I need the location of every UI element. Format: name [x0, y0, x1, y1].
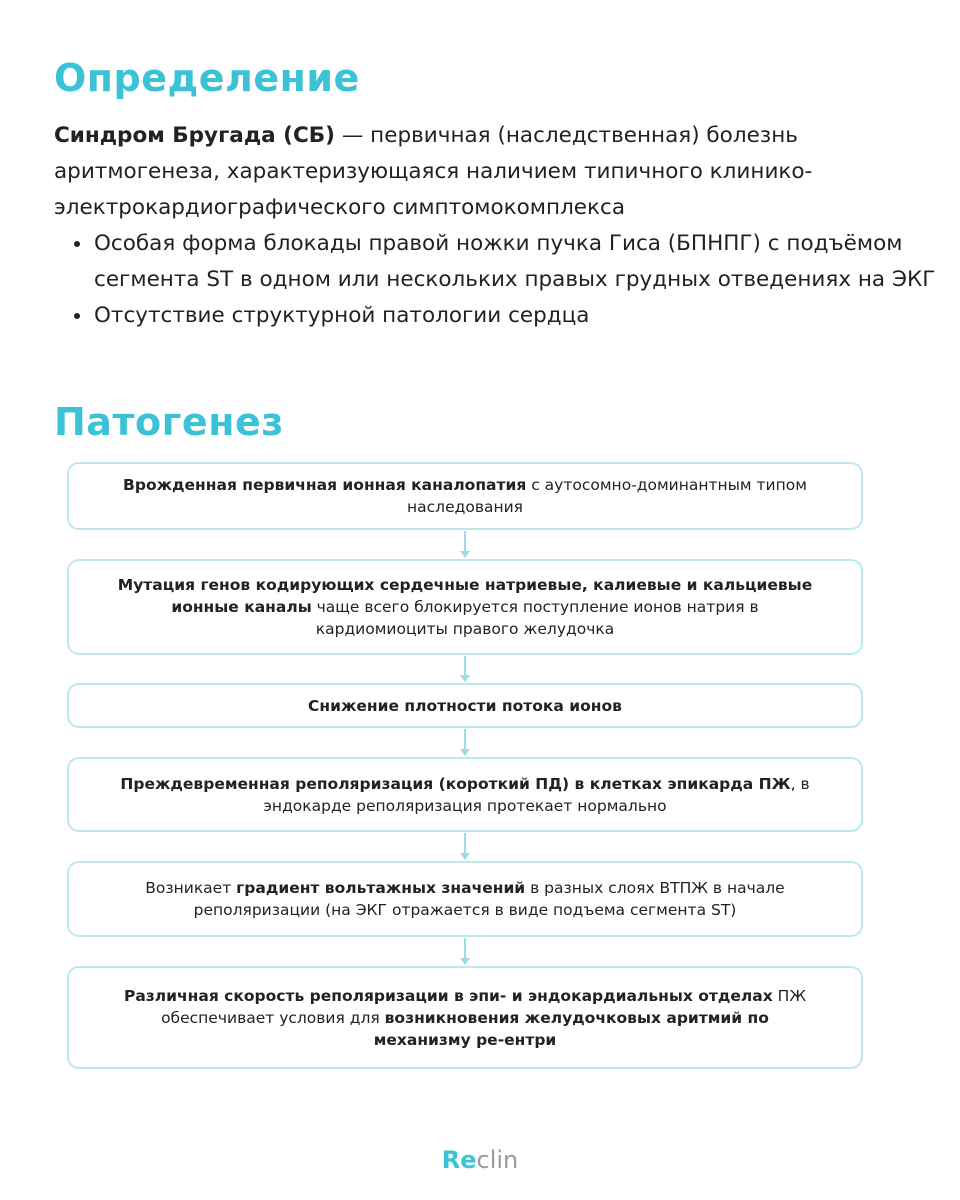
step-bold-text: Врожденная первичная ионная каналопатия	[123, 476, 527, 494]
step-text: с аутосомно-доминантным типом наследования	[407, 476, 807, 516]
definition-heading: Определение	[54, 56, 360, 100]
logo-part-re: Re	[441, 1146, 477, 1174]
step-text: Возникает	[145, 879, 237, 897]
flow-arrow-down	[464, 729, 466, 755]
pathogenesis-step-5	[67, 861, 863, 937]
flow-arrow-down	[464, 938, 466, 964]
definition-term: Синдром Бругада (СБ)	[54, 123, 335, 148]
step-bold-text: Преждевременная реполяризация (короткий ПД) в клетках эпикарда ПЖ	[120, 774, 791, 793]
step-text: чаще всего блокируется поступление ионов натрия в кардиомиоциты правого желудочка	[311, 598, 759, 638]
step-bold-text: градиент вольтажных значений	[236, 879, 526, 897]
step-bold-text: Мутация генов кодирующих сердечные натриевые, калиевые и кальциевые ионные каналы	[117, 576, 813, 616]
step-bold-text: возникновения желудочковых аритмий по механизму ре-ентри	[373, 1008, 769, 1049]
definition-bullet: Отсутствие структурной патологии сердца	[94, 298, 954, 334]
definition-bullet: Особая форма блокады правой ножки пучка Гиса (БПНПГ) с подъёмом сегмента ST в одном или нескольких правых грудных отведениях на ЭКГ	[94, 226, 954, 298]
step-bold-text: Различная скорость реполяризации в эпи- и эндокардиальных отделах	[123, 986, 773, 1005]
flow-arrow-down	[464, 833, 466, 859]
step-text: ПЖ обеспечивает условия для	[161, 986, 807, 1027]
pathogenesis-step-2	[67, 559, 863, 655]
flow-arrow-down	[464, 656, 466, 681]
pathogenesis-step-3	[67, 683, 863, 728]
definition-paragraph	[54, 118, 914, 226]
definition-text: — первичная (наследственная) болезнь аритмогенеза, характеризующаяся наличием типичного клинико-электрокардиографического симптомокомплекса	[54, 123, 813, 220]
reclin-logo	[0, 1146, 960, 1174]
pathogenesis-step-1	[67, 462, 863, 530]
pathogenesis-step-4	[67, 757, 863, 832]
step-bold-text: Снижение плотности потока ионов	[308, 696, 622, 715]
logo-part-clin: clin	[476, 1146, 519, 1174]
step-text: , в эндокарде реполяризация протекает нормально	[263, 774, 810, 815]
pathogenesis-heading: Патогенез	[54, 400, 284, 444]
pathogenesis-step-6	[67, 966, 863, 1069]
step-text: в разных слоях ВТПЖ в начале реполяризации (на ЭКГ отражается в виде подъема сегмента ST)	[193, 879, 785, 919]
definition-bullet-list	[54, 226, 954, 334]
flow-arrow-down	[464, 531, 466, 557]
